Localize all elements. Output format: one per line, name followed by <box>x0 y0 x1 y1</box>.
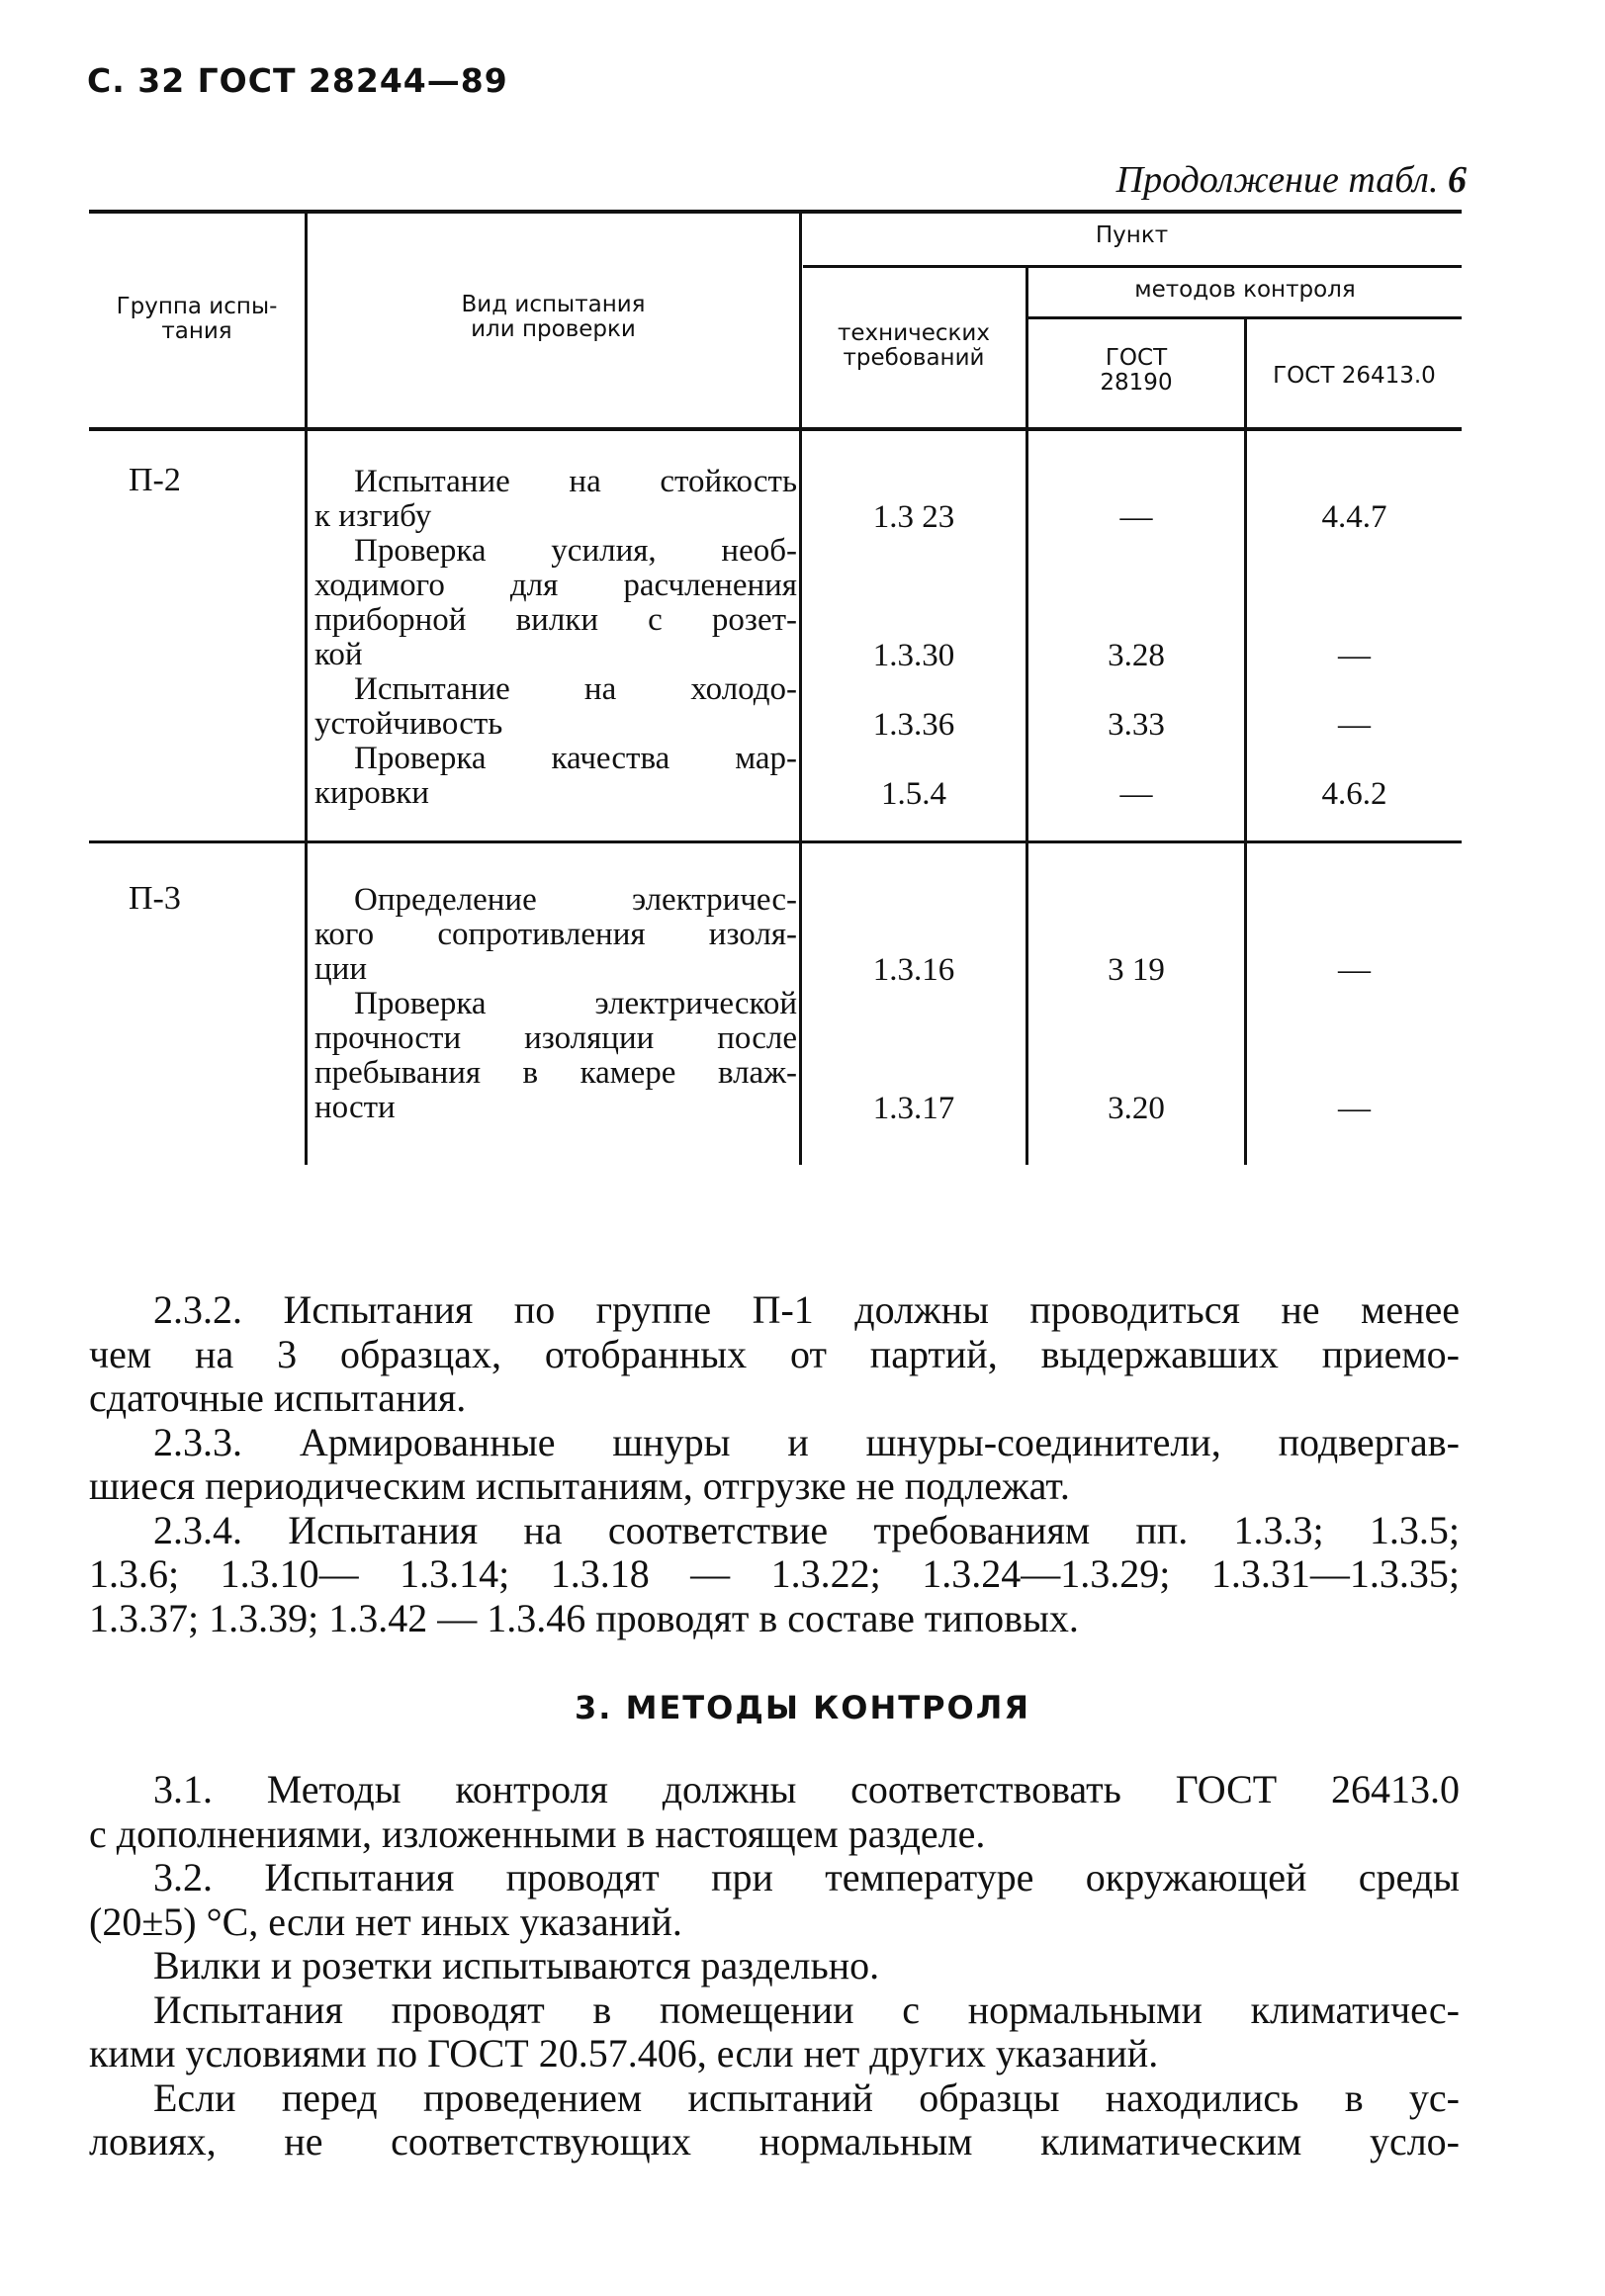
gost-28190-value: 3.33 <box>1108 707 1165 743</box>
paragraph-line: 2.3.3. Армированные шнуры и шнуры-соединители, подвергав- <box>153 1419 1460 1464</box>
paragraph-line: с дополнениями, изложенными в настоящем разделе. <box>89 1810 986 1856</box>
header-gost-28190: ГОСТ 28190 <box>1100 345 1173 396</box>
paragraph-line: Если перед проведением испытаний образцы находились в ус- <box>153 2075 1460 2120</box>
test-description: Проверка усилия, необ- ходимого для расчленения приборной вилки с розет- кой <box>314 533 797 672</box>
continuation-text: Продолжение табл. <box>1115 159 1439 201</box>
paragraph-line: 1.3.6; 1.3.10— 1.3.14; 1.3.18 — 1.3.22; 1.3.24—1.3.29; 1.3.31—1.3.35; <box>89 1551 1460 1596</box>
test-description: Проверка качества мар- кировки <box>314 741 797 811</box>
test-description: Испытание на стойкость к изгибу <box>314 464 797 534</box>
paragraph-line: Вилки и розетки испытываются раздельно. <box>153 1943 880 1987</box>
tech-requirement-value: 1.3.30 <box>872 638 955 673</box>
group-separator-rule <box>89 840 1462 843</box>
gost-26413-value: — <box>1338 707 1371 743</box>
gost-28190-value: 3.28 <box>1108 638 1165 673</box>
col-divider-1 <box>305 214 308 1165</box>
paragraphs-section-2 <box>89 1288 1460 1640</box>
header-test-type: Вид испытания или проверки <box>461 292 646 342</box>
tech-requirement-value: 1.3 23 <box>872 499 955 535</box>
paragraph-line: 1.3.37; 1.3.39; 1.3.42 — 1.3.46 проводят в составе типовых. <box>89 1595 1079 1640</box>
section-title: 3. МЕТОДЫ КОНТРОЛЯ <box>575 1689 1030 1726</box>
header-bottom-rule <box>89 427 1462 431</box>
paragraph-line: 2.3.2. Испытания по группе П-1 должны проводиться не менее <box>153 1287 1460 1332</box>
test-description: Проверка электрической прочности изоляции после пребывания в камере влаж- ности <box>314 986 797 1125</box>
page-header: С. 32 ГОСТ 28244—89 <box>87 61 508 100</box>
group-label-p3: П-3 <box>129 880 181 917</box>
paragraph-line: 3.1. Методы контроля должны соответствовать ГОСТ 26413.0 <box>153 1767 1460 1811</box>
paragraph-line: ловиях, не соответствующих нормальным климатическим усло- <box>89 2119 1460 2164</box>
gost-26413-value: 4.6.2 <box>1321 776 1387 812</box>
test-description: Определение электричес- кого сопротивления изоля- ции <box>314 882 797 987</box>
header-group: Группа испы- тания <box>116 294 278 344</box>
header-punkt: Пункт <box>1095 222 1169 248</box>
header-gost-26413: ГОСТ 26413.0 <box>1273 363 1436 389</box>
gost-28190-value: — <box>1119 499 1153 535</box>
gost-28190-value: 3 19 <box>1108 952 1165 988</box>
gost-26413-value: — <box>1338 1091 1371 1126</box>
rule-under-punkt <box>803 265 1462 268</box>
paragraph-line: (20±5) °С, если нет иных указаний. <box>89 1899 682 1944</box>
header-control-methods: методов контроля <box>1134 277 1356 303</box>
group-label-p2: П-2 <box>129 462 181 498</box>
continuation-table-number: 6 <box>1448 159 1467 201</box>
paragraph-line: шиеся периодическим испытаниям, отгрузке не подлежат. <box>89 1463 1070 1508</box>
table-continuation-label <box>1116 158 1467 202</box>
paragraph-line: сдаточные испытания. <box>89 1375 467 1420</box>
test-description: Испытание на холодо- устойчивость <box>314 671 797 742</box>
tech-requirement-value: 1.3.16 <box>872 952 955 988</box>
paragraph-line: Испытания проводят в помещении с нормальными климатичес- <box>153 1987 1460 2032</box>
header-technical-requirements: технических требований <box>838 320 990 371</box>
table-top-rule <box>89 210 1462 214</box>
gost-26413-value: — <box>1338 952 1371 988</box>
paragraph-line: чем на 3 образцах, отобранных от партий, выдержавших приемо- <box>89 1331 1460 1376</box>
paragraphs-section-3 <box>89 1768 1460 2164</box>
gost-28190-value: 3.20 <box>1108 1091 1165 1126</box>
gost-26413-value: — <box>1338 638 1371 673</box>
paragraph-line: кими условиями по ГОСТ 20.57.406, если нет других указаний. <box>89 2031 1159 2075</box>
gost-28190-value: — <box>1119 776 1153 812</box>
gost-26413-value: 4.4.7 <box>1321 499 1387 535</box>
tech-requirement-value: 1.3.36 <box>872 707 955 743</box>
tech-requirement-value: 1.5.4 <box>881 776 946 812</box>
paragraph-line: 2.3.4. Испытания на соответствие требованиям пп. 1.3.3; 1.3.5; <box>153 1507 1460 1552</box>
tech-requirement-value: 1.3.17 <box>872 1091 955 1126</box>
paragraph-line: 3.2. Испытания проводят при температуре окружающей среды <box>153 1855 1460 1899</box>
